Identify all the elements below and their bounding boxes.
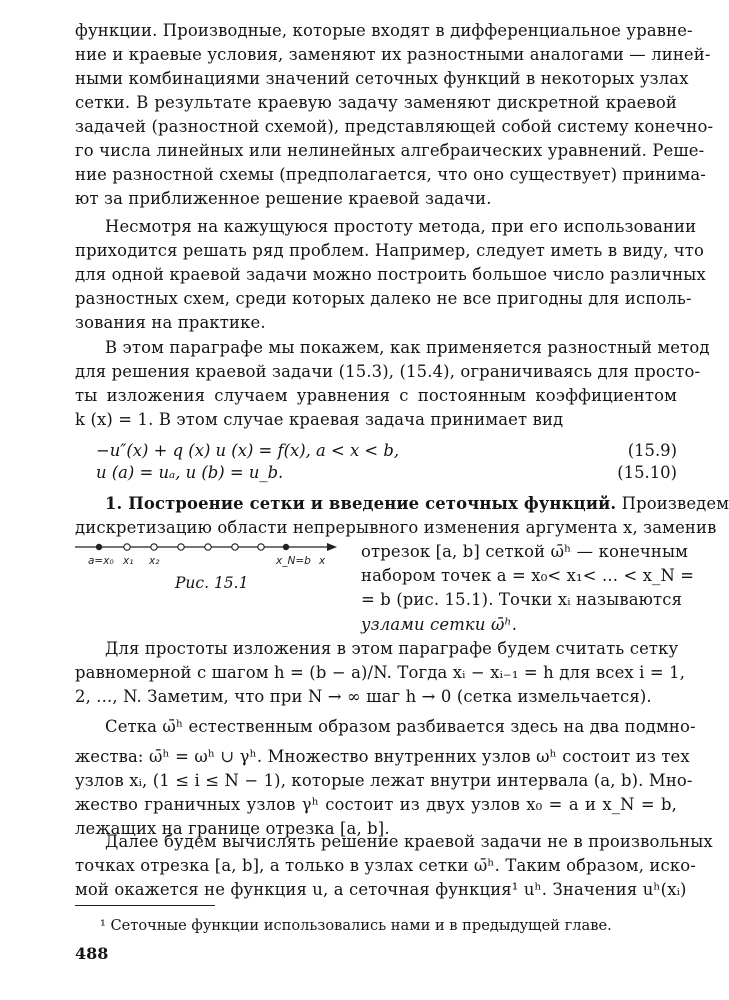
text-line: ние и краевые условия, заменяют их разностными аналогами — линей- [75, 45, 711, 64]
axis-arrow-icon [327, 543, 337, 551]
text-line: жества: ω̄ʰ = ωʰ ∪ γʰ. Множество внутренних узлов ωʰ состоит из тех [75, 747, 690, 766]
grid-node [151, 544, 157, 550]
footnote-rule [75, 905, 215, 906]
grid-node [124, 544, 130, 550]
text-line: 2, ..., N. Заметим, что при N → ∞ шаг h → 0 (сетка измельчается). [75, 687, 652, 706]
equation-number: (15.10) [617, 463, 677, 482]
text-line: дискретизацию области непрерывного изменения аргумента x, заменив [75, 518, 717, 537]
section-heading-line [105, 493, 729, 515]
text-line: Несмотря на кажущуюся простоту метода, при его использовании [105, 217, 697, 236]
text-line: разностных схем, среди которых далеко не все пригодны для исполь- [75, 289, 692, 308]
page-number: 488 [75, 944, 109, 963]
side-text-line: отрезок [a, b] сеткой ω̄ʰ — конечным [361, 542, 689, 561]
side-text-line: набором точек a = x₀< x₁< ... < x_N = [361, 566, 695, 585]
text-line: ют за приближенное решение краевой задачи. [75, 189, 492, 208]
label-x1: x₁ [123, 555, 134, 567]
text-line: го числа линейных или нелинейных алгебраических уравнений. Реше- [75, 141, 705, 160]
grid-node-endpoint [283, 544, 289, 550]
text-line: В этом параграфе мы покажем, как применяется разностный метод [105, 338, 710, 357]
label-x: x [319, 555, 326, 567]
text-line: для решения краевой задачи (15.3), (15.4), ограничиваясь для просто- [75, 362, 701, 381]
grid-node [258, 544, 264, 550]
text-line: Далее будем вычислять решение краевой задачи не в произвольных [105, 832, 713, 851]
text-line: ными комбинациями значений сеточных функций в некоторых узлах [75, 69, 689, 88]
text-line: зования на практике. [75, 313, 266, 332]
label-xn-b: x_N=b [276, 555, 311, 567]
text-line: жество граничных узлов γʰ состоит из двух узлов x₀ = a и x_N = b, [75, 795, 677, 814]
text-line: сетки. В результате краевую задачу заменяют дискретной краевой [75, 93, 677, 112]
text-line: ты изложения случаем уравнения с постоянным коэффициентом [75, 386, 677, 405]
text-line: узлов xᵢ, (1 ≤ i ≤ N − 1), которые лежат внутри интервала (a, b). Мно- [75, 771, 693, 790]
text-line: точках отрезка [a, b], а только в узлах сетки ω̄ʰ. Таким образом, иско- [75, 856, 696, 875]
text-fragment: Произведем [621, 494, 729, 513]
text-line: задачей (разностной схемой), представляющей собой систему конечно- [75, 117, 714, 136]
grid-node [232, 544, 238, 550]
grid-node-endpoint [96, 544, 102, 550]
section-heading: 1. Построение сетки и введение сеточных функций. [105, 494, 617, 513]
text-line: для одной краевой задачи можно построить большое число различных [75, 265, 706, 284]
text-line: Сетка ω̄ʰ естественным образом разбивается здесь на два подмно- [105, 717, 696, 736]
grid-figure [75, 538, 345, 568]
figure-caption: Рис. 15.1 [175, 574, 249, 592]
text-line: равномерной с шагом h = (b − a)/N. Тогда xᵢ − xᵢ₋₁ = h для всех i = 1, [75, 663, 686, 682]
text-line: k (x) = 1. В этом случае краевая задача принимает вид [75, 410, 564, 429]
text-line: Для простоты изложения в этом параграфе будем считать сетку [105, 639, 679, 658]
side-text-line: узлами сетки ω̄ʰ. [361, 615, 518, 634]
equation-number: (15.9) [627, 441, 677, 460]
text-line: ние разностной схемы (предполагается, что оно существует) принима- [75, 165, 706, 184]
side-text-line: = b (рис. 15.1). Точки xᵢ называются [361, 590, 683, 609]
text-line: функции. Производные, которые входят в дифференциальное уравне- [75, 21, 693, 40]
grid-node [205, 544, 211, 550]
label-a-x0: a=x₀ [88, 555, 114, 567]
equation-15-9: −u″(x) + q (x) u (x) = f(x), a < x < b, [96, 441, 400, 460]
grid-node [178, 544, 184, 550]
text-line: приходится решать ряд проблем. Например, следует иметь в виду, что [75, 241, 705, 260]
footnote: ¹ Сеточные функции использовались нами и в предыдущей главе. [100, 917, 612, 934]
text-line: мой окажется не функция u, а сеточная функция¹ uʰ. Значения uʰ(xᵢ) [75, 880, 687, 899]
label-x2: x₂ [149, 555, 160, 567]
text-line: лежащих на границе отрезка [a, b]. [75, 819, 390, 838]
equation-15-10: u (a) = uₐ, u (b) = u_b. [96, 463, 284, 482]
